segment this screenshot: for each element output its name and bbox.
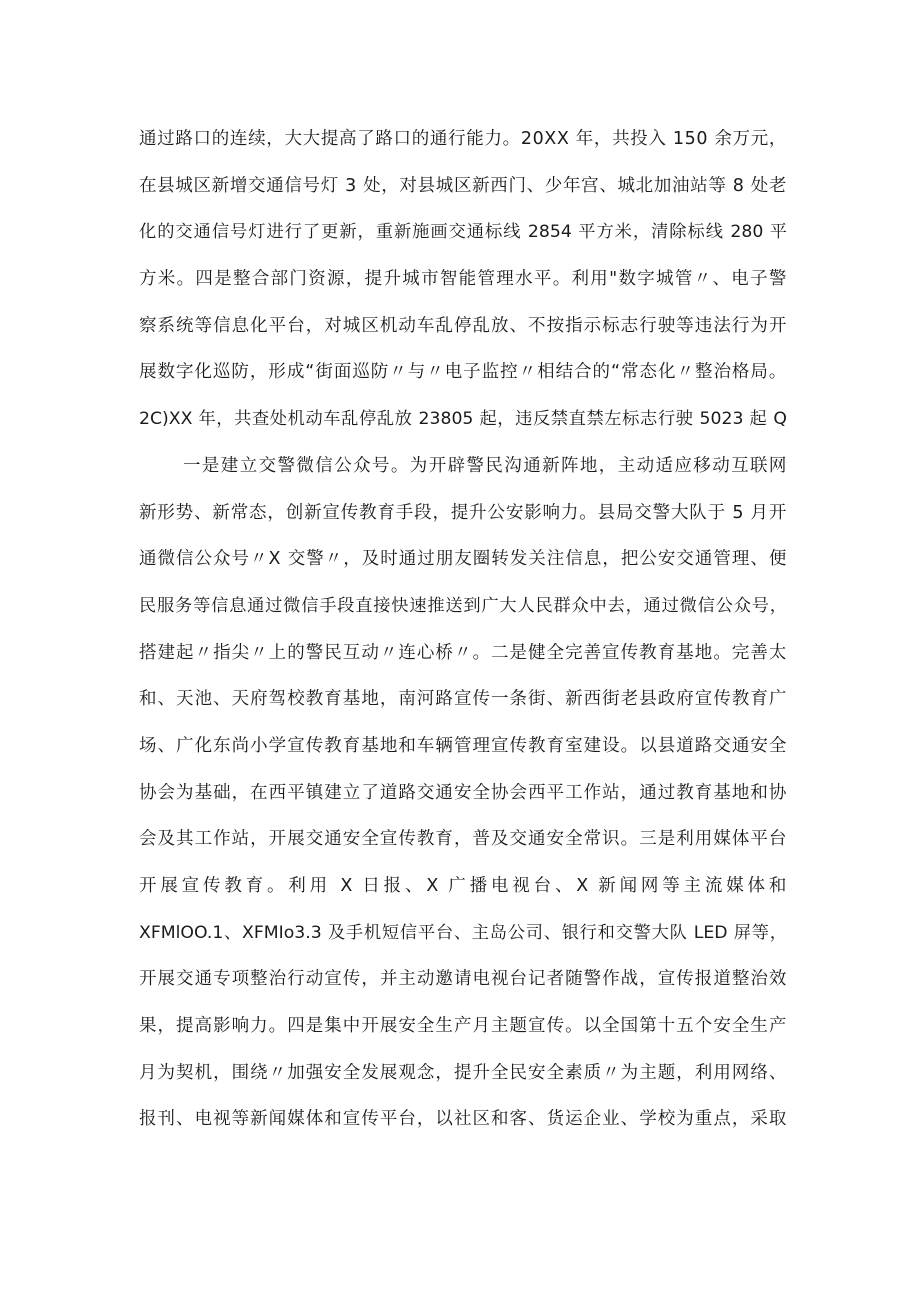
text-line: 一是建立交警微信公众号。为开辟警民沟通新阵地，主动适应移动互联网 — [183, 455, 787, 476]
text-line: 新形势、新常态，创新宣传教育手段，提升公安影响力。县局交警大队于 5 月开 — [139, 502, 787, 523]
text-line: 民服务等信息通过微信手段直接快速推送到广大人民群众中去，通过微信公众号， — [139, 595, 787, 616]
paragraph-1 — [139, 116, 787, 443]
text-line: 展数字化巡防，形成“街面巡防〃与〃电子监控〃相结合的“常态化〃整治格局。 — [139, 362, 787, 383]
text-line: 果，提高影响力。四是集中开展安全生产月主题宣传。以全国第十五个安全生产 — [139, 1016, 787, 1037]
text-line: 报刊、电视等新闻媒体和宣传平台，以社区和客、货运企业、学校为重点，采取 — [139, 1109, 787, 1130]
text-line: 通过路口的连续，大大提高了路口的通行能力。20XX 年，共投入 150 余万元， — [139, 129, 787, 149]
paragraph-2 — [139, 443, 787, 1143]
text-line: 方米。四是整合部门资源，提升城市智能管理水平。利用"数字城管〃、电子警 — [139, 269, 787, 290]
text-line: 协会为基础，在西平镇建立了道路交通安全协会西平工作站，通过教育基地和协 — [139, 782, 787, 803]
text-line: 察系统等信息化平台，对城区机动车乱停乱放、不按指示标志行驶等违法行为开 — [139, 315, 787, 336]
text-line: 开展宣传教育。利用 X 日报、X 广播电视台、X 新闻网等主流媒体和 — [139, 876, 787, 896]
text-line: 通微信公众号〃X 交警〃，及时通过朋友圈转发关注信息，把公安交通管理、便 — [139, 549, 787, 570]
text-line: 开展交通专项整治行动宣传，并主动邀请电视台记者随警作战，宣传报道整治效 — [139, 969, 787, 990]
text-line: 场、广化东尚小学宣传教育基地和车辆管理宣传教育室建设。以县道路交通安全 — [139, 735, 787, 756]
text-line: 2C)XX 年，共查处机动车乱停乱放 23805 起，违反禁直禁左标志行驶 5023 起 Q — [139, 409, 787, 430]
text-line: 月为契机，围绕〃加强安全发展观念，提升全民安全素质〃为主题，利用网络、 — [139, 1062, 787, 1083]
text-line: 在县城区新增交通信号灯 3 处，对县城区新西门、少年宫、城北加油站等 8 处老 — [139, 175, 787, 196]
body-text — [139, 116, 787, 1143]
text-line: 会及其工作站，开展交通安全宣传教育，普及交通安全常识。三是利用媒体平台 — [139, 829, 787, 850]
text-line: 搭建起〃指尖〃上的警民互动〃连心桥〃。二是健全完善宣传教育基地。完善太 — [139, 642, 787, 663]
text-line: XFMlOO.1、XFMIo3.3 及手机短信平台、主岛公司、银行和交警大队 LED 屏等， — [139, 922, 787, 943]
text-line: 化的交通信号灯进行了更新，重新施画交通标线 2854 平方米，清除标线 280 平 — [139, 222, 787, 243]
text-line: 和、天池、天府驾校教育基地，南河路宣传一条街、新西街老县政府宣传教育广 — [139, 689, 787, 710]
